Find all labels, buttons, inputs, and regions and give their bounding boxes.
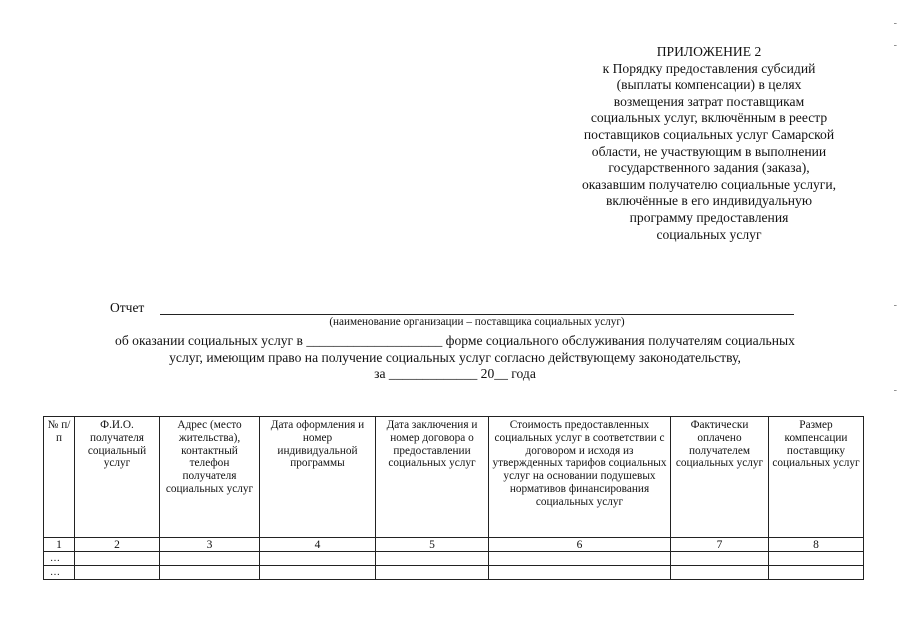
report-description	[40, 333, 870, 383]
table-cell	[769, 552, 864, 566]
table-cell	[160, 552, 260, 566]
annex-line: государственного задания (заказа),	[608, 160, 810, 176]
table-cell	[489, 566, 671, 580]
margin-mark: -	[893, 40, 897, 51]
table-cell	[376, 552, 489, 566]
table-header-row	[44, 417, 864, 538]
column-number: 1	[44, 538, 75, 552]
header-program-date: Дата оформления и номер индивидуальной программы	[260, 417, 376, 538]
table-cell	[376, 566, 489, 580]
table-cell	[160, 566, 260, 580]
organization-name-line	[160, 314, 794, 315]
column-number: 2	[75, 538, 160, 552]
header-actually-paid: Фактически оплачено получателем социальных услуг	[671, 417, 769, 538]
column-number: 3	[160, 538, 260, 552]
report-label: Отчет	[110, 300, 145, 315]
table-cell: …	[44, 566, 75, 580]
annex-line: (выплаты компенсации) в целях	[616, 77, 802, 93]
table-cell	[75, 566, 160, 580]
table-column-numbers-row	[44, 538, 864, 552]
header-number: № п/п	[44, 417, 75, 538]
table-cell	[489, 552, 671, 566]
table-cell	[75, 552, 160, 566]
annex-line: возмещения затрат поставщикам	[613, 93, 805, 109]
annex-heading	[548, 44, 870, 243]
column-number: 5	[376, 538, 489, 552]
margin-mark: -	[893, 300, 897, 311]
table-cell	[260, 566, 376, 580]
annex-line: программу предоставления	[629, 209, 789, 225]
header-service-cost: Стоимость предоставленных социальных услуг в соответствии с договором и исходя из утвержденных тарифов социальных услуг на основании подушевых нормативов финансирования социальных услуг	[489, 417, 671, 538]
margin-mark: -	[893, 18, 897, 29]
table-row	[44, 552, 864, 566]
annex-line: ПРИЛОЖЕНИЕ 2	[656, 44, 762, 59]
report-description-line: об оказании социальных услуг в ____________________ форме социального обслуживания получателям социальных	[115, 333, 795, 348]
annex-line: социальных услуг	[656, 226, 762, 242]
column-number: 6	[489, 538, 671, 552]
report-period-line: за _____________ 20__ года	[374, 366, 536, 382]
table-row	[44, 566, 864, 580]
header-compensation: Размер компенсации поставщику социальных услуг	[769, 417, 864, 538]
annex-line: поставщиков социальных услуг Самарской	[583, 126, 835, 142]
table-cell	[671, 552, 769, 566]
column-number: 4	[260, 538, 376, 552]
annex-line: области, не участвующим в выполнении	[591, 143, 827, 159]
header-full-name: Ф.И.О. получателя социальный услуг	[75, 417, 160, 538]
annex-line: оказавшим получателю социальные услуги,	[581, 176, 837, 192]
table-cell	[769, 566, 864, 580]
margin-mark: -	[893, 385, 897, 396]
annex-line: включённые в его индивидуальную	[605, 193, 813, 209]
header-address: Адрес (место жительства), контактный телефон получателя социальных услуг	[160, 417, 260, 538]
annex-line: социальных услуг, включённым в реестр	[590, 110, 828, 126]
report-table	[43, 416, 864, 580]
report-description-line: услуг, имеющим право на получение социальных услуг согласно действующему законодательству,	[169, 349, 741, 365]
column-number: 7	[671, 538, 769, 552]
table-cell	[671, 566, 769, 580]
table-cell: …	[44, 552, 75, 566]
table-cell	[260, 552, 376, 566]
annex-line: к Порядку предоставления субсидий	[602, 60, 816, 76]
header-contract-date: Дата заключения и номер договора о предоставлении социальных услуг	[376, 417, 489, 538]
column-number: 8	[769, 538, 864, 552]
organization-name-caption: (наименование организации – поставщика социальных услуг)	[329, 316, 625, 328]
